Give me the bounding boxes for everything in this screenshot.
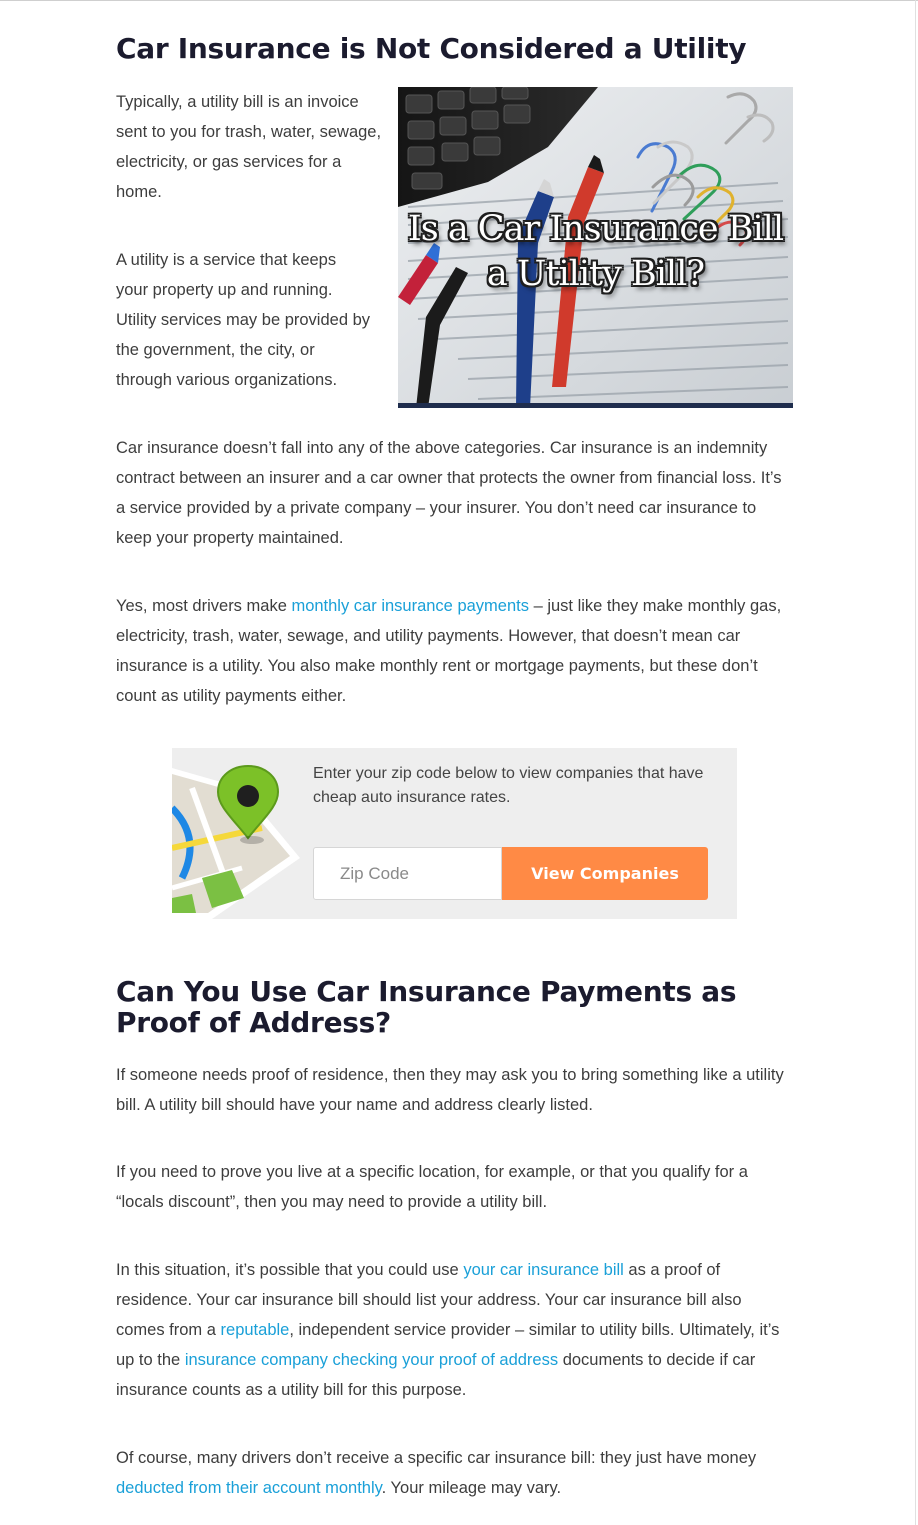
link-reputable[interactable]: reputable xyxy=(220,1321,290,1339)
paragraph-text: documents to decide if car insurance counts as a utility bill for this purpose. xyxy=(116,1351,756,1399)
paragraph-proof-of-residence: If someone needs proof of residence, then they may ask you to bring something like a utility bill. A utility bill should have your name and address clearly listed. xyxy=(116,1066,784,1114)
map-pin-icon xyxy=(172,748,307,919)
paragraph-deducted-monthly xyxy=(116,1443,793,1503)
paragraph-monthly-payments xyxy=(116,591,793,711)
link-your-car-insurance-bill[interactable]: your car insurance bill xyxy=(463,1261,624,1279)
paragraph-utility-service-definition: A utility is a service that keeps your property up and running. Utility services may be provided by the government, the city, or through various organizations. xyxy=(116,251,371,389)
paragraph-text: Of course, many drivers don’t receive a specific car insurance bill: they just have money xyxy=(116,1449,757,1467)
zip-widget-prompt: Enter your zip code below to view companies that have cheap auto insurance rates. xyxy=(313,765,704,806)
paragraph-use-insurance-bill xyxy=(116,1255,793,1405)
section-heading-utility: Car Insurance is Not Considered a Utility xyxy=(116,32,747,65)
paragraph-text: Yes, most drivers make xyxy=(116,597,292,615)
zip-code-input[interactable] xyxy=(313,847,502,900)
link-insurance-company-proof-of-address[interactable]: insurance company checking your proof of address xyxy=(184,1351,559,1369)
paragraph-utility-bill-definition: Typically, a utility bill is an invoice sent to you for trash, water, sewage, electricity, or gas services for a home. xyxy=(116,93,382,201)
paragraph-text: In this situation, it’s possible that you could use xyxy=(116,1261,464,1279)
page-right-border xyxy=(915,0,916,1525)
page-top-border xyxy=(0,0,918,1)
paragraph-locals-discount: If you need to prove you live at a specific location, for example, or that you qualify for a “locals discount”, then you may need to provide a utility bill. xyxy=(116,1163,748,1211)
paragraph-text: , independent service provider – similar to utility bills. Ultimately, it’s up to the xyxy=(116,1321,780,1369)
section-heading-proof-of-address: Can You Use Car Insurance Payments as Proof of Address? xyxy=(116,975,737,1039)
paragraph-car-insurance-not-utility: Car insurance doesn’t fall into any of the above categories. Car insurance is an indemnity contract between an insurer and a car owner that protects the owner from financial loss. It’s a service provided by a private company – your insurer. You don’t need car insurance to keep your property maintained. xyxy=(116,439,782,547)
zip-code-widget xyxy=(172,748,737,919)
view-companies-button[interactable]: View Companies xyxy=(502,847,708,900)
link-monthly-car-insurance-payments[interactable]: monthly car insurance payments xyxy=(291,597,529,615)
paragraph-text: as a proof of residence. Your car insurance bill should list your address. Your car insurance bill also comes from a xyxy=(116,1261,742,1339)
paragraph-text: – just like they make monthly gas, electricity, trash, water, sewage, and utility payments. However, that doesn’t mean car insurance is a utility. You also make monthly rent or mortgage payments, but these don’t count as utility payments either. xyxy=(116,597,782,705)
link-deducted-from-account-monthly[interactable]: deducted from their account monthly xyxy=(116,1479,382,1497)
article-hero-image xyxy=(398,87,793,408)
paragraph-text: . Your mileage may vary. xyxy=(381,1479,562,1497)
hero-image-caption: Is a Car Insurance Bill a Utility Bill? xyxy=(407,209,784,294)
